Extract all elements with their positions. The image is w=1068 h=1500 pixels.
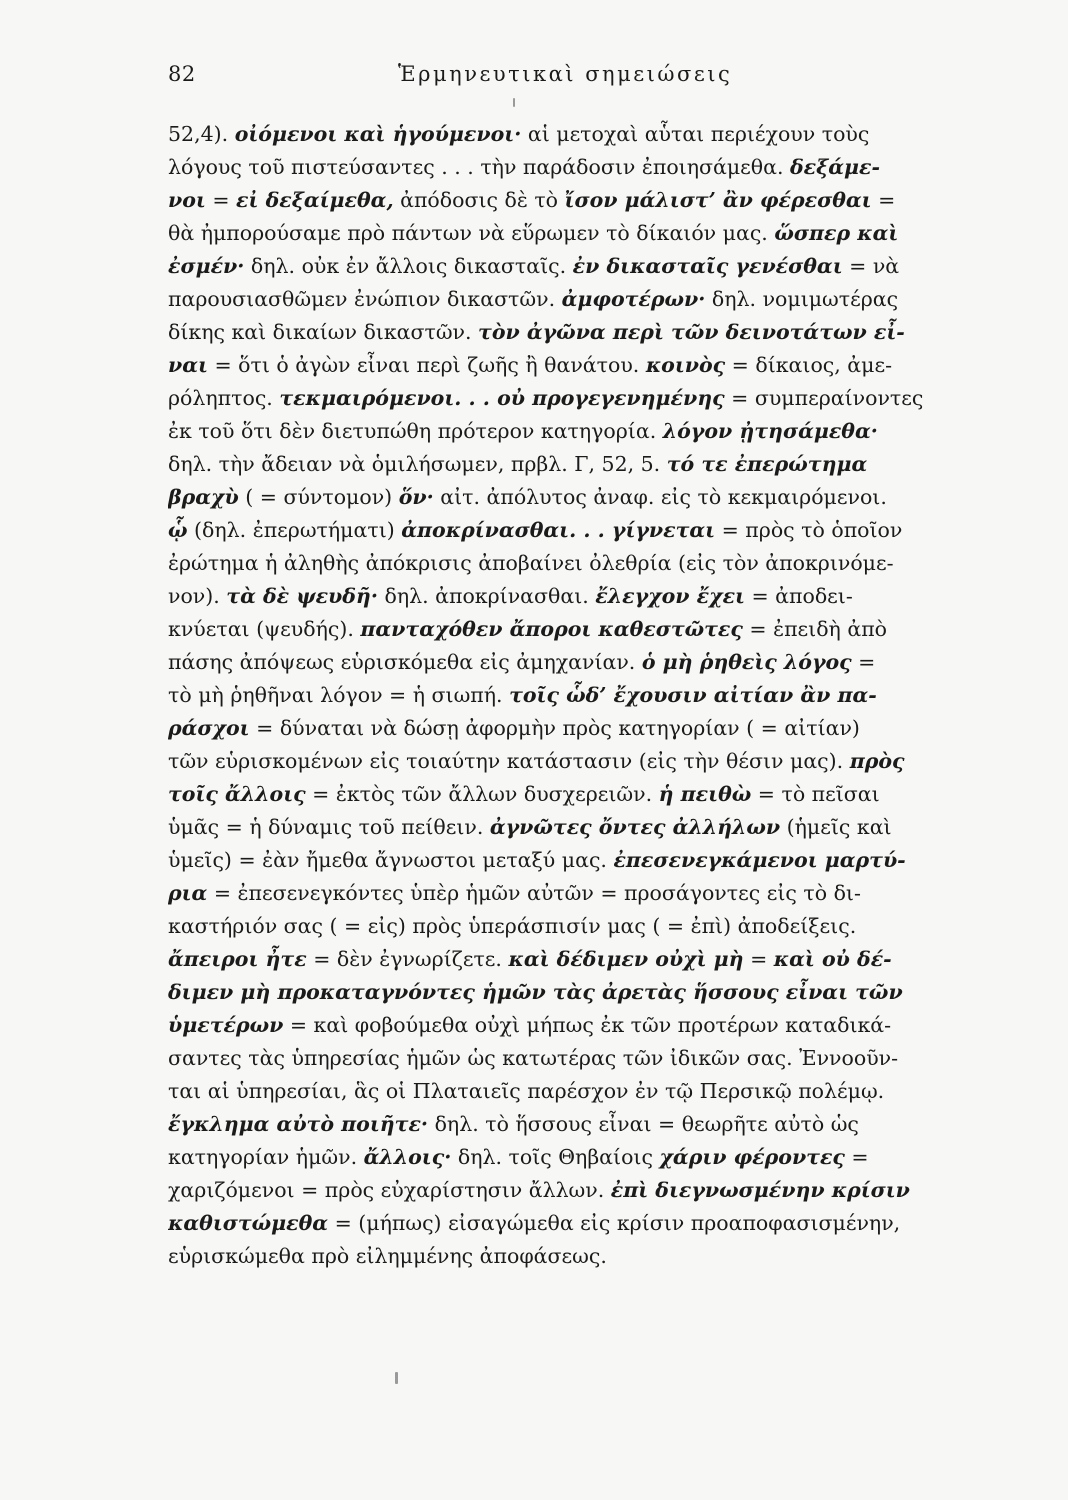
lemma-text: ᾧ [168, 518, 188, 542]
text-line [168, 184, 1018, 217]
lemma-text: ἔγκλημα αὐτὸ ποιῆτε· [168, 1112, 429, 1136]
ink-speck [395, 1372, 398, 1384]
text-line [168, 1207, 1018, 1240]
gloss-text: δηλ. νομιμωτέρας [705, 287, 899, 311]
lemma-text: ράσχοι [168, 716, 250, 740]
lemma-text: ὑμετέρων [168, 1013, 284, 1037]
lemma-text: ἐσμέν· [168, 254, 245, 278]
gloss-text: ἀπόδοσις δὲ τὸ [393, 188, 565, 212]
text-line [168, 910, 1018, 943]
lemma-text: ναι [168, 353, 208, 377]
gloss-text: ὑμᾶς = ἡ δύναμις τοῦ πείθειν. [168, 815, 490, 839]
lemma-text: ἐπεσενεγκάμενοι μαρτύ- [613, 848, 906, 872]
gloss-text: (ἡμεῖς καὶ [780, 815, 892, 839]
lemma-text: οἰόμενοι καὶ ἡγούμενοι· [234, 122, 522, 146]
gloss-text: εὑρισκώμεθα πρὸ εἰλημμένης ἀποφάσεως. [168, 1244, 607, 1268]
gloss-text: νον). [168, 584, 227, 608]
gloss-text: ὑμεῖς) = ἐὰν ἤμεθα ἄγνωστοι μεταξύ μας. [168, 848, 614, 872]
text-line [168, 1042, 1018, 1075]
gloss-text: ρόληπτος. [168, 386, 280, 410]
gloss-text: = (μήπως) εἰσαγώμεθα εἰς κρίσιν προαποφασισμένην, [328, 1211, 901, 1235]
lemma-text: πανταχόθεν ἄποροι καθεστῶτες [360, 617, 743, 641]
gloss-text: = [743, 947, 774, 971]
gloss-text: = [205, 188, 237, 212]
gloss-text: ἐρώτημα ἡ ἀληθὴς ἀπόκρισις ἀποβαίνει ὀλεθρία (εἰς τὸν ἀποκρινόμε- [168, 551, 894, 575]
gloss-text: 52,4). [168, 122, 235, 146]
gloss-text: = καὶ φοβούμεθα οὐχὶ μήπως ἐκ τῶν προτέρων καταδικά- [283, 1013, 892, 1037]
text-line [168, 1108, 1018, 1141]
page-number: 82 [168, 62, 196, 86]
lemma-text: διμεν μὴ προκαταγνόντες ἡμῶν τὰς ἀρετὰς ἥσσους εἶναι τῶν [168, 980, 903, 1004]
text-line [168, 943, 1018, 976]
gloss-text: = δίκαιος, ἀμε- [725, 353, 893, 377]
gloss-text: = συμπεραίνοντες [724, 386, 924, 410]
lemma-text: ἄπειροι ἦτε [168, 947, 307, 971]
lemma-text: τὸν ἀγῶνα περὶ τῶν δεινοτάτων εἶ- [478, 320, 905, 344]
gloss-text: = ὅτι ὁ ἀγὼν εἶναι περὶ ζωῆς ἢ θανάτου. [207, 353, 646, 377]
text-line [168, 349, 1018, 382]
lemma-text: ἡ πειθὼ [658, 782, 752, 806]
text-line [168, 547, 1018, 580]
gloss-text: = νὰ [842, 254, 900, 278]
text-line [168, 481, 1018, 514]
gloss-text: (δηλ. ἐπερωτήματι) [187, 518, 402, 542]
gloss-text: καστήριόν σας ( = εἰς) πρὸς ὑπεράσπισίν μας ( = ἐπὶ) ἀποδείξεις. [168, 914, 857, 938]
text-line [168, 1240, 1018, 1273]
running-title: Ἑρμηνευτικαὶ σημειώσεις [398, 62, 733, 86]
lemma-text: καθιστώμεθα [168, 1211, 329, 1235]
text-line [168, 250, 1018, 283]
gloss-text: = δὲν ἐγνωρίζετε. [306, 947, 509, 971]
text-line [168, 415, 1018, 448]
text-line [168, 1009, 1018, 1042]
text-line [168, 976, 1018, 1009]
text-line [168, 514, 1018, 547]
gloss-text: = [844, 1145, 869, 1169]
text-line [168, 118, 1018, 151]
gloss-text: ται αἱ ὑπηρεσίαι, ἃς οἱ Πλαταιεῖς παρέσχον ἐν τῷ Περσικῷ πολέμῳ. [168, 1079, 885, 1103]
gloss-text: σαντες τὰς ὑπηρεσίας ἡμῶν ὡς κατωτέρας τῶν ἰδικῶν σας. Ἐννοοῦν- [168, 1046, 899, 1070]
lemma-text: τὰ δὲ ψευδῆ· [226, 584, 378, 608]
gloss-text: αἱ μετοχαὶ αὗται περιέχουν τοὺς [521, 122, 870, 146]
gloss-text: = δύναται νὰ δώσῃ ἀφορμὴν πρὸς κατηγορίαν ( = αἰτίαν) [249, 716, 860, 740]
text-line [168, 217, 1018, 250]
lemma-text: ἴσον μάλιστ’ ἂν φέρεσθαι [564, 188, 872, 212]
lemma-text: τεκμαιρόμενοι. . . οὐ προγεγενημένης [279, 386, 725, 410]
text-line [168, 316, 1018, 349]
lemma-text: ἀμφοτέρων· [561, 287, 706, 311]
gloss-text: = τὸ πεῖσαι [751, 782, 880, 806]
lemma-text: ἄλλοις· [363, 1145, 452, 1169]
text-line [168, 1075, 1018, 1108]
lemma-text: χάριν φέροντες [659, 1145, 845, 1169]
gloss-text: παρουσιασθῶμεν ἐνώπιον δικαστῶν. [168, 287, 562, 311]
lemma-text: ἀγνῶτες ὄντες ἀλλήλων [489, 815, 781, 839]
lemma-text: εἰ δεξαίμεθα, [236, 188, 394, 212]
lemma-text: πρὸς [849, 749, 905, 773]
gloss-text: = ἐπειδὴ ἀπὸ [742, 617, 888, 641]
lemma-text: τοῖς ἄλλοις [168, 782, 306, 806]
lemma-text: τοῖς ὧδ’ ἔχουσιν αἰτίαν ἂν πα- [509, 683, 877, 707]
gloss-text: ἐκ τοῦ ὅτι δὲν διετυπώθη πρότερον κατηγορία. [168, 419, 663, 443]
lemma-text: καὶ οὐ δέ- [773, 947, 892, 971]
commentary-text [168, 118, 1018, 1273]
text-line [168, 283, 1018, 316]
text-line [168, 811, 1018, 844]
gloss-text: = ἀποδει- [744, 584, 853, 608]
gloss-text: αἰτ. ἀπόλυτος ἀναφ. εἰς τὸ κεκμαιρόμενοι. [433, 485, 887, 509]
gloss-text: κνύεται (ψευδής). [168, 617, 361, 641]
gloss-text: δηλ. τὴν ἄδειαν νὰ ὁμιλήσωμεν, πρβλ. Γ, 52, 5. [168, 452, 667, 476]
text-line [168, 745, 1018, 778]
gloss-text: πάσης ἀπόψεως εὑρισκόμεθα εἰς ἀμηχανίαν. [168, 650, 642, 674]
text-line [168, 1141, 1018, 1174]
gloss-text: δηλ. ἀποκρίνασθαι. [377, 584, 596, 608]
gloss-text: = [871, 188, 896, 212]
lemma-text: ὁ μὴ ῥηθεὶς λόγος [641, 650, 852, 674]
gloss-text: τὸ μὴ ῥηθῆναι λόγον = ἡ σιωπή. [168, 683, 510, 707]
gloss-text: = [851, 650, 876, 674]
lemma-text: ἔλεγχον ἔχει [595, 584, 745, 608]
lemma-text: ἐν δικασταῖς γενέσθαι [572, 254, 843, 278]
page-header [168, 62, 888, 92]
lemma-text: ἀποκρίνασθαι. . . γίγνεται [401, 518, 716, 542]
gloss-text: = πρὸς τὸ ὁποῖον [715, 518, 903, 542]
lemma-text: ρια [168, 881, 208, 905]
gloss-text: δίκης καὶ δικαίων δικαστῶν. [168, 320, 479, 344]
text-line [168, 844, 1018, 877]
gloss-text: = ἐκτὸς τῶν ἄλλων δυσχερειῶν. [305, 782, 659, 806]
lemma-text: κοινὸς [645, 353, 726, 377]
gloss-text: τῶν εὑρισκομένων εἰς τοιαύτην κατάστασιν (εἰς τὴν θέσιν μας). [168, 749, 850, 773]
text-line [168, 580, 1018, 613]
gloss-text: χαριζόμενοι = πρὸς εὐχαρίστησιν ἄλλων. [168, 1178, 611, 1202]
text-line [168, 1174, 1018, 1207]
text-line [168, 448, 1018, 481]
gloss-text: = ἐπεσενεγκόντες ὑπὲρ ἡμῶν αὐτῶν = προσάγοντες εἰς τὸ δι- [207, 881, 861, 905]
gloss-text: δηλ. οὐκ ἐν ἄλλοις δικασταῖς. [244, 254, 573, 278]
text-line [168, 877, 1018, 910]
text-line [168, 613, 1018, 646]
lemma-text: λόγον ᾐτησάμεθα· [662, 419, 878, 443]
text-line [168, 151, 1018, 184]
text-line [168, 712, 1018, 745]
lemma-text: τό τε ἐπερώτημα [666, 452, 868, 476]
text-line [168, 778, 1018, 811]
gloss-text: θὰ ἠμπορούσαμε πρὸ πάντων νὰ εὕρωμεν τὸ δίκαιόν μας. [168, 221, 775, 245]
lemma-text: νοι [168, 188, 206, 212]
text-line [168, 382, 1018, 415]
lemma-text: βραχὺ [168, 485, 239, 509]
lemma-text: ὥσπερ καὶ [774, 221, 899, 245]
gloss-text: λόγους τοῦ πιστεύσαντες . . . τὴν παράδοσιν ἐποιησάμεθα. [168, 155, 790, 179]
gloss-text: κατηγορίαν ἡμῶν. [168, 1145, 364, 1169]
gloss-text: δηλ. τὸ ἥσσους εἶναι = θεωρῆτε αὐτὸ ὡς [428, 1112, 859, 1136]
gloss-text: ( = σύντομον) [238, 485, 399, 509]
lemma-text: καὶ δέδιμεν οὐχὶ μὴ [508, 947, 744, 971]
ink-speck [513, 98, 515, 107]
lemma-text: δεξάμε- [789, 155, 881, 179]
lemma-text: ὅν· [398, 485, 434, 509]
text-line [168, 646, 1018, 679]
text-line [168, 679, 1018, 712]
gloss-text: δηλ. τοῖς Θηβαίοις [451, 1145, 660, 1169]
lemma-text: ἐπὶ διεγνωσμένην κρίσιν [610, 1178, 910, 1202]
